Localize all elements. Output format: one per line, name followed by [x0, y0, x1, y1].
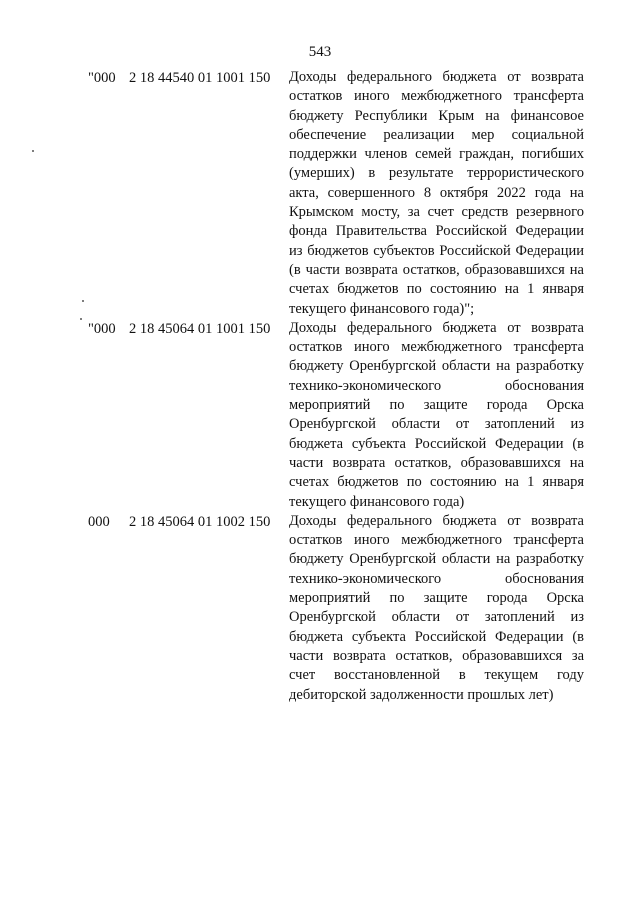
- budget-code-entry: [88, 68, 588, 319]
- kbk-code: 2 18 45064 01 1001 150: [129, 320, 271, 337]
- scan-speck: [32, 150, 34, 152]
- entry-description: Доходы федерального бюджета от возврата остатков иного межбюджетного трансферта бюджету Оренбургской области на разработку технико-экономического обоснования мероприятий по защите города Орска Оренбургской области от затоплений из бюджета субъекта Российской Федерации (в части возврата остатков, образовавшихся на счетах бюджетов по состоянию на 1 января текущего финансового года): [289, 319, 584, 510]
- kbk-code: 2 18 44540 01 1001 150: [129, 70, 271, 86]
- admin-code: "000: [88, 320, 116, 337]
- kbk-code: 2 18 45064 01 1002 150: [129, 513, 271, 530]
- budget-code-entry: [88, 319, 588, 512]
- budget-code-entry: [88, 512, 588, 705]
- scan-speck: [82, 300, 84, 302]
- page-number: 543: [308, 44, 332, 60]
- admin-code: 000: [88, 513, 110, 530]
- entry-description: Доходы федерального бюджета от возврата остатков иного межбюджетного трансферта бюджету Республики Крым на финансовое обеспечение реализации мер социальной поддержки членов семей граждан, погибших (умерших) в результате террористического акта, совершенного 8 октября 2022 года на Крымском мосту, за счет средств резервного фонда Правительства Российской Федерации из бюджетов субъектов Российской Федерации (в части возврата остатков, образовавшихся на счетах бюджетов по состоянию на 1 января текущего финансового года)";: [289, 69, 584, 317]
- entry-description: Доходы федерального бюджета от возврата остатков иного межбюджетного трансферта бюджету Оренбургской области на разработку технико-экономического обоснования мероприятий по защите города Орска Оренбургской области от затоплений из бюджета субъекта Российской Федерации (в части возврата остатков, образовавшихся за счет восстановленной в текущем году дебиторской задолженности прошлых лет): [289, 512, 584, 703]
- admin-code: "000: [88, 70, 116, 86]
- budget-code-list: [88, 68, 588, 705]
- scan-speck: [80, 318, 82, 320]
